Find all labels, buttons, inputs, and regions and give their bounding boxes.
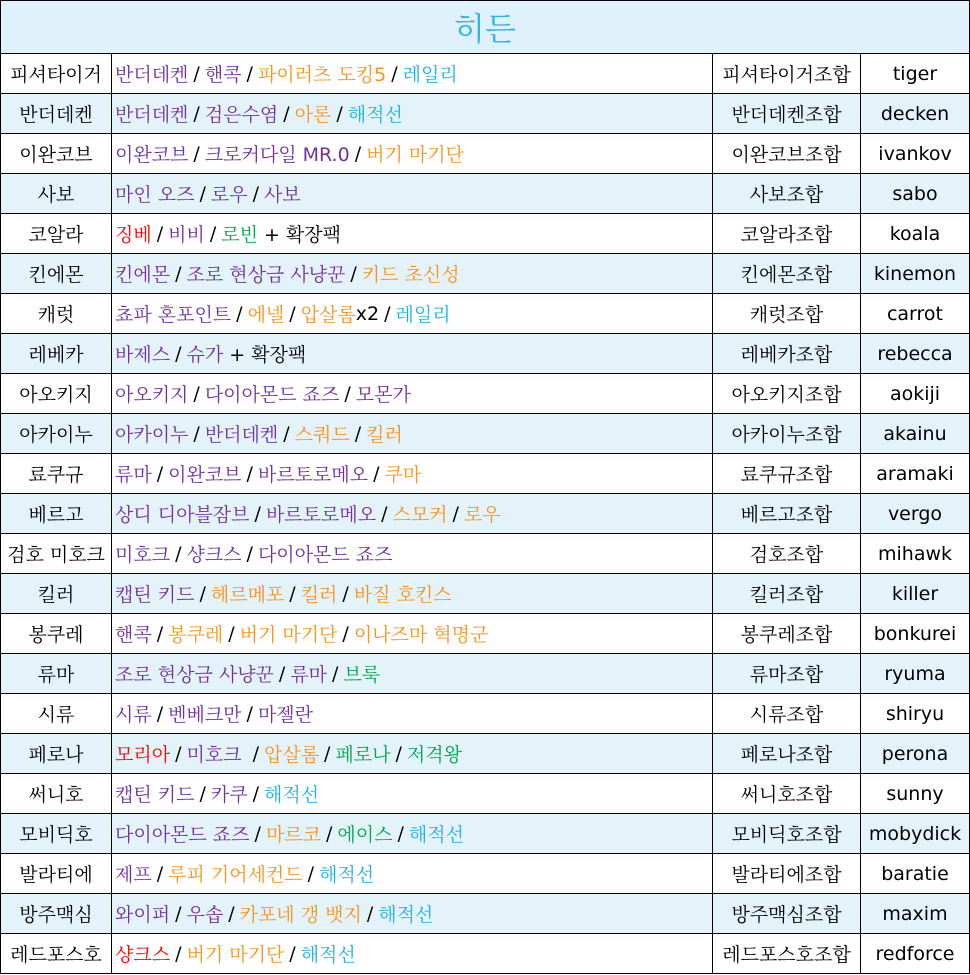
table-row — [0, 574, 970, 614]
ingredient: 로우 — [210, 184, 248, 206]
hidden-name-cell: 반더데켄 — [0, 94, 111, 134]
separator: / — [156, 462, 164, 485]
combo-name-cell: 이완코브조합 — [712, 134, 860, 174]
code-cell: ryuma — [860, 654, 970, 694]
table-row — [0, 54, 970, 94]
hidden-name-cell: 료쿠규 — [0, 454, 111, 494]
combo-name-cell: 검호조합 — [712, 534, 860, 574]
separator: / — [156, 222, 164, 245]
code-cell: baratie — [860, 854, 970, 894]
recipe-cell — [111, 374, 712, 414]
code-cell: sunny — [860, 774, 970, 814]
separator: / — [344, 382, 351, 405]
ingredient: 압살롬 — [263, 744, 320, 766]
table-row — [0, 254, 970, 294]
hidden-name-cell: 코알라 — [0, 214, 111, 254]
ingredient: 캡틴 키드 — [115, 584, 195, 606]
ingredient: 압살롬 — [300, 304, 356, 326]
table-row — [0, 894, 970, 934]
code-cell: aokiji — [860, 374, 970, 414]
recipe-cell — [111, 814, 712, 854]
hidden-name-cell: 모비딕호 — [0, 814, 111, 854]
hidden-name-cell: 페로나 — [0, 734, 111, 774]
combo-name-cell: 발라티에조합 — [712, 854, 860, 894]
ingredient: 봉쿠레 — [168, 624, 224, 646]
table-row — [0, 494, 970, 534]
recipe-cell — [111, 174, 712, 214]
recipe-cell — [111, 654, 712, 694]
hidden-name-cell: 써니호 — [0, 774, 111, 814]
table-row — [0, 94, 970, 134]
separator: / — [193, 102, 200, 125]
separator: / — [156, 862, 164, 885]
separator: / — [228, 622, 235, 645]
combo-name-cell: 아카이누조합 — [712, 414, 860, 454]
recipe-cell — [111, 894, 712, 934]
recipe-cell — [111, 534, 712, 574]
ingredient: 아카이누 — [115, 424, 189, 446]
combo-name-cell: 페로나조합 — [712, 734, 860, 774]
hidden-name-cell: 레드포스호 — [0, 934, 111, 974]
combo-name-cell: 레드포스호조합 — [712, 934, 860, 974]
table-title: 히든 — [0, 0, 970, 54]
code-cell: ivankov — [860, 134, 970, 174]
ingredient: 비비 — [168, 224, 205, 246]
separator: / — [193, 422, 200, 445]
separator: / — [350, 262, 357, 285]
separator: / — [246, 702, 253, 725]
separator: / — [373, 462, 380, 485]
ingredient: 바르토로메오 — [265, 504, 377, 526]
separator: / — [336, 102, 343, 125]
table-row — [0, 414, 970, 454]
code-cell: mobydick — [860, 814, 970, 854]
hidden-name-cell: 킬러 — [0, 574, 111, 614]
separator: / — [199, 582, 206, 605]
ingredient: 우솝 — [186, 904, 224, 926]
ingredient: 상디 디아블잠브 — [115, 504, 250, 526]
ingredient: 샹크스 — [115, 944, 171, 966]
combo-name-cell: 킨에몬조합 — [712, 254, 860, 294]
recipe-cell — [111, 854, 712, 894]
code-cell: sabo — [860, 174, 970, 214]
code-cell: tiger — [860, 54, 970, 94]
separator: / — [175, 942, 182, 965]
ingredient: 마젤란 — [257, 704, 314, 726]
hidden-name-cell: 킨에몬 — [0, 254, 111, 294]
separator: / — [199, 182, 206, 205]
recipe-cell — [111, 454, 712, 494]
expansion-note: + 확장팩 — [229, 344, 307, 366]
hidden-name-cell: 베르고 — [0, 494, 111, 534]
recipe-cell — [111, 134, 712, 174]
ingredient: 로우 — [463, 504, 501, 526]
ingredient: 해적선 — [300, 944, 356, 966]
code-cell: shiryu — [860, 694, 970, 734]
ingredient: 킨에몬 — [115, 264, 171, 286]
combo-name-cell: 캐럿조합 — [712, 294, 860, 334]
table-row — [0, 534, 970, 574]
ingredient: 핸콕 — [115, 624, 152, 646]
separator: / — [246, 542, 253, 565]
ingredient: 해적선 — [264, 784, 320, 806]
separator: / — [252, 182, 259, 205]
code-cell: maxim — [860, 894, 970, 934]
ingredient: 에넬 — [247, 304, 285, 326]
ingredient: 버기 마기단 — [366, 144, 464, 166]
ingredient: 와이퍼 — [115, 904, 171, 926]
ingredient: 로빈 — [221, 224, 258, 246]
ingredient: 다이아몬드 죠즈 — [204, 384, 340, 406]
ingredient: 해적선 — [408, 824, 464, 846]
separator: / — [395, 742, 402, 765]
separator: / — [175, 902, 182, 925]
separator: / — [209, 222, 217, 245]
ingredient: 바제스 — [115, 344, 171, 366]
ingredient: 류마 — [115, 464, 152, 486]
ingredient: 저격왕 — [406, 744, 462, 766]
table-row — [0, 134, 970, 174]
separator: / — [326, 822, 333, 845]
ingredient: 아오키지 — [115, 384, 189, 406]
table-row — [0, 814, 970, 854]
ingredient: 레일리 — [402, 64, 458, 86]
code-cell: redforce — [860, 934, 970, 974]
code-cell: decken — [860, 94, 970, 134]
separator: / — [289, 582, 296, 605]
separator: / — [199, 782, 206, 805]
ingredient: 사보 — [264, 184, 301, 206]
table-row — [0, 614, 970, 654]
code-cell: vergo — [860, 494, 970, 534]
code-cell: killer — [860, 574, 970, 614]
table-row — [0, 294, 970, 334]
separator: / — [283, 422, 290, 445]
separator: / — [324, 742, 331, 765]
ingredient: 해적선 — [319, 864, 375, 886]
table-row — [0, 454, 970, 494]
ingredient: 바질 호킨스 — [353, 584, 452, 606]
code-cell: aramaki — [860, 454, 970, 494]
ingredient: 미호크 — [115, 544, 171, 566]
table-row — [0, 694, 970, 734]
table-row — [0, 774, 970, 814]
separator: / — [175, 742, 182, 765]
ingredient: 반더데켄 — [204, 424, 279, 446]
separator: / — [254, 502, 261, 525]
combo-name-cell: 피셔타이거조합 — [712, 54, 860, 94]
ingredient: 반더데켄 — [115, 64, 189, 86]
ingredient: 모리아 — [115, 744, 171, 766]
ingredient: 이나즈마 혁명군 — [353, 624, 489, 646]
combo-name-cell: 료쿠규조합 — [712, 454, 860, 494]
recipe-cell — [111, 614, 712, 654]
ingredient: 슈가 — [186, 344, 224, 366]
ingredient: 해적선 — [347, 104, 403, 126]
separator: / — [278, 662, 286, 685]
separator: / — [332, 662, 339, 685]
separator: / — [381, 502, 388, 525]
ingredient: 다이아몬드 죠즈 — [257, 544, 393, 566]
separator: / — [289, 942, 296, 965]
recipe-cell — [111, 334, 712, 374]
separator: / — [236, 302, 243, 325]
table-row — [0, 334, 970, 374]
combo-name-cell: 코알라조합 — [712, 214, 860, 254]
combo-name-cell: 베르고조합 — [712, 494, 860, 534]
recipe-cell — [111, 694, 712, 734]
ingredient: 스모커 — [392, 504, 448, 526]
ingredient: 샹크스 — [186, 544, 242, 566]
ingredient: 루피 기어세컨드 — [168, 864, 303, 886]
ingredient: 버기 마기단 — [239, 624, 338, 646]
ingredient: 키드 초신성 — [361, 264, 460, 286]
separator: / — [175, 542, 182, 565]
combo-name-cell: 써니호조합 — [712, 774, 860, 814]
recipe-cell — [111, 294, 712, 334]
ingredient: 다이아몬드 죠즈 — [115, 824, 250, 846]
table-row — [0, 374, 970, 414]
ingredient: 조로 현상금 사냥꾼 — [186, 264, 346, 286]
ingredient: 검은수염 — [204, 104, 279, 126]
combo-name-cell: 모비딕호조합 — [712, 814, 860, 854]
separator: / — [342, 582, 349, 605]
ingredient: 조로 현상금 사냥꾼 — [115, 664, 274, 686]
separator: / — [246, 462, 253, 485]
combo-name-cell: 아오키지조합 — [712, 374, 860, 414]
hidden-name-cell: 류마 — [0, 654, 111, 694]
separator: / — [175, 262, 182, 285]
recipe-cell — [111, 414, 712, 454]
recipe-cell — [111, 54, 712, 94]
recipe-cell — [111, 94, 712, 134]
hidden-name-cell: 방주맥심 — [0, 894, 111, 934]
combo-name-cell: 레베카조합 — [712, 334, 860, 374]
separator: / — [193, 62, 200, 85]
separator: / — [246, 62, 253, 85]
separator: / — [384, 302, 391, 325]
hidden-name-cell: 캐럿 — [0, 294, 111, 334]
ingredient: 카포네 갱 뱃지 — [239, 904, 362, 926]
separator: / — [307, 862, 315, 885]
separator: / — [354, 422, 362, 445]
ingredient: 파이러츠 도킹5 — [257, 64, 387, 86]
ingredient: 크로커다일 MR.0 — [204, 144, 350, 166]
hidden-name-cell: 시류 — [0, 694, 111, 734]
ingredient: 킬러 — [300, 584, 338, 606]
code-cell: rebecca — [860, 334, 970, 374]
separator: / — [283, 102, 290, 125]
recipe-cell — [111, 214, 712, 254]
ingredient: 카쿠 — [210, 784, 248, 806]
ingredient: 제프 — [115, 864, 152, 886]
recipe-cell — [111, 774, 712, 814]
ingredient: 류마 — [290, 664, 328, 686]
recipe-cell — [111, 494, 712, 534]
hidden-name-cell: 검호 미호크 — [0, 534, 111, 574]
ingredient-count: x2 — [355, 302, 380, 325]
separator: / — [156, 622, 164, 645]
ingredient: 쵸파 혼포인트 — [115, 304, 232, 326]
hidden-name-cell: 사보 — [0, 174, 111, 214]
code-cell: mihawk — [860, 534, 970, 574]
hidden-name-cell: 이완코브 — [0, 134, 111, 174]
combo-name-cell: 킬러조합 — [712, 574, 860, 614]
code-cell: carrot — [860, 294, 970, 334]
ingredient: 핸콕 — [204, 64, 242, 86]
ingredient: 브룩 — [343, 664, 381, 686]
ingredient: 이완코브 — [168, 464, 242, 486]
expansion-note: + 확장팩 — [263, 224, 341, 246]
ingredient: 킬러 — [366, 424, 403, 446]
separator: / — [252, 742, 259, 765]
separator: / — [193, 142, 200, 165]
hidden-name-cell: 피셔타이거 — [0, 54, 111, 94]
recipe-cell — [111, 934, 712, 974]
separator: / — [354, 142, 362, 165]
table-row — [0, 854, 970, 894]
combo-name-cell: 시류조합 — [712, 694, 860, 734]
ingredient: 징베 — [115, 224, 152, 246]
separator: / — [228, 902, 235, 925]
table-row — [0, 214, 970, 254]
ingredient: 벤베크만 — [168, 704, 242, 726]
separator: / — [289, 302, 296, 325]
table-row — [0, 934, 970, 974]
ingredient: 페로나 — [335, 744, 391, 766]
code-cell: bonkurei — [860, 614, 970, 654]
separator: / — [156, 702, 164, 725]
separator: / — [193, 382, 200, 405]
ingredient: 마인 오즈 — [115, 184, 195, 206]
separator: / — [252, 782, 259, 805]
ingredient: 쿠마 — [384, 464, 422, 486]
combo-name-cell: 사보조합 — [712, 174, 860, 214]
table-row — [0, 734, 970, 774]
separator: / — [366, 902, 374, 925]
ingredient: 에이스 — [337, 824, 393, 846]
combo-name-cell: 반더데켄조합 — [712, 94, 860, 134]
combo-name-cell: 류마조합 — [712, 654, 860, 694]
code-cell: kinemon — [860, 254, 970, 294]
hidden-name-cell: 레베카 — [0, 334, 111, 374]
separator: / — [452, 502, 459, 525]
hidden-name-cell: 아오키지 — [0, 374, 111, 414]
ingredient: 레일리 — [395, 304, 451, 326]
ingredient: 시류 — [115, 704, 152, 726]
table-row — [0, 654, 970, 694]
hidden-name-cell: 발라티에 — [0, 854, 111, 894]
ingredient: 반더데켄 — [115, 104, 189, 126]
recipe-cell — [111, 574, 712, 614]
recipe-cell — [111, 734, 712, 774]
ingredient: 헤르메포 — [210, 584, 285, 606]
separator: / — [391, 62, 398, 85]
ingredient: 미호크 — [186, 744, 248, 766]
combo-name-cell: 봉쿠레조합 — [712, 614, 860, 654]
code-cell: perona — [860, 734, 970, 774]
combo-name-cell: 방주맥심조합 — [712, 894, 860, 934]
recipe-cell — [111, 254, 712, 294]
ingredient: 바르토로메오 — [257, 464, 369, 486]
table-row — [0, 174, 970, 214]
ingredient: 아론 — [294, 104, 332, 126]
separator: / — [254, 822, 261, 845]
separator: / — [397, 822, 404, 845]
separator: / — [175, 342, 182, 365]
code-cell: akainu — [860, 414, 970, 454]
hidden-name-cell: 아카이누 — [0, 414, 111, 454]
ingredient: 스쿼드 — [294, 424, 350, 446]
hidden-name-cell: 봉쿠레 — [0, 614, 111, 654]
separator: / — [342, 622, 349, 645]
ingredient: 이완코브 — [115, 144, 189, 166]
ingredient: 해적선 — [378, 904, 434, 926]
ingredient: 캡틴 키드 — [115, 784, 195, 806]
ingredient: 버기 마기단 — [186, 944, 285, 966]
ingredient: 모몬가 — [355, 384, 411, 406]
code-cell: koala — [860, 214, 970, 254]
ingredient: 마르코 — [265, 824, 321, 846]
